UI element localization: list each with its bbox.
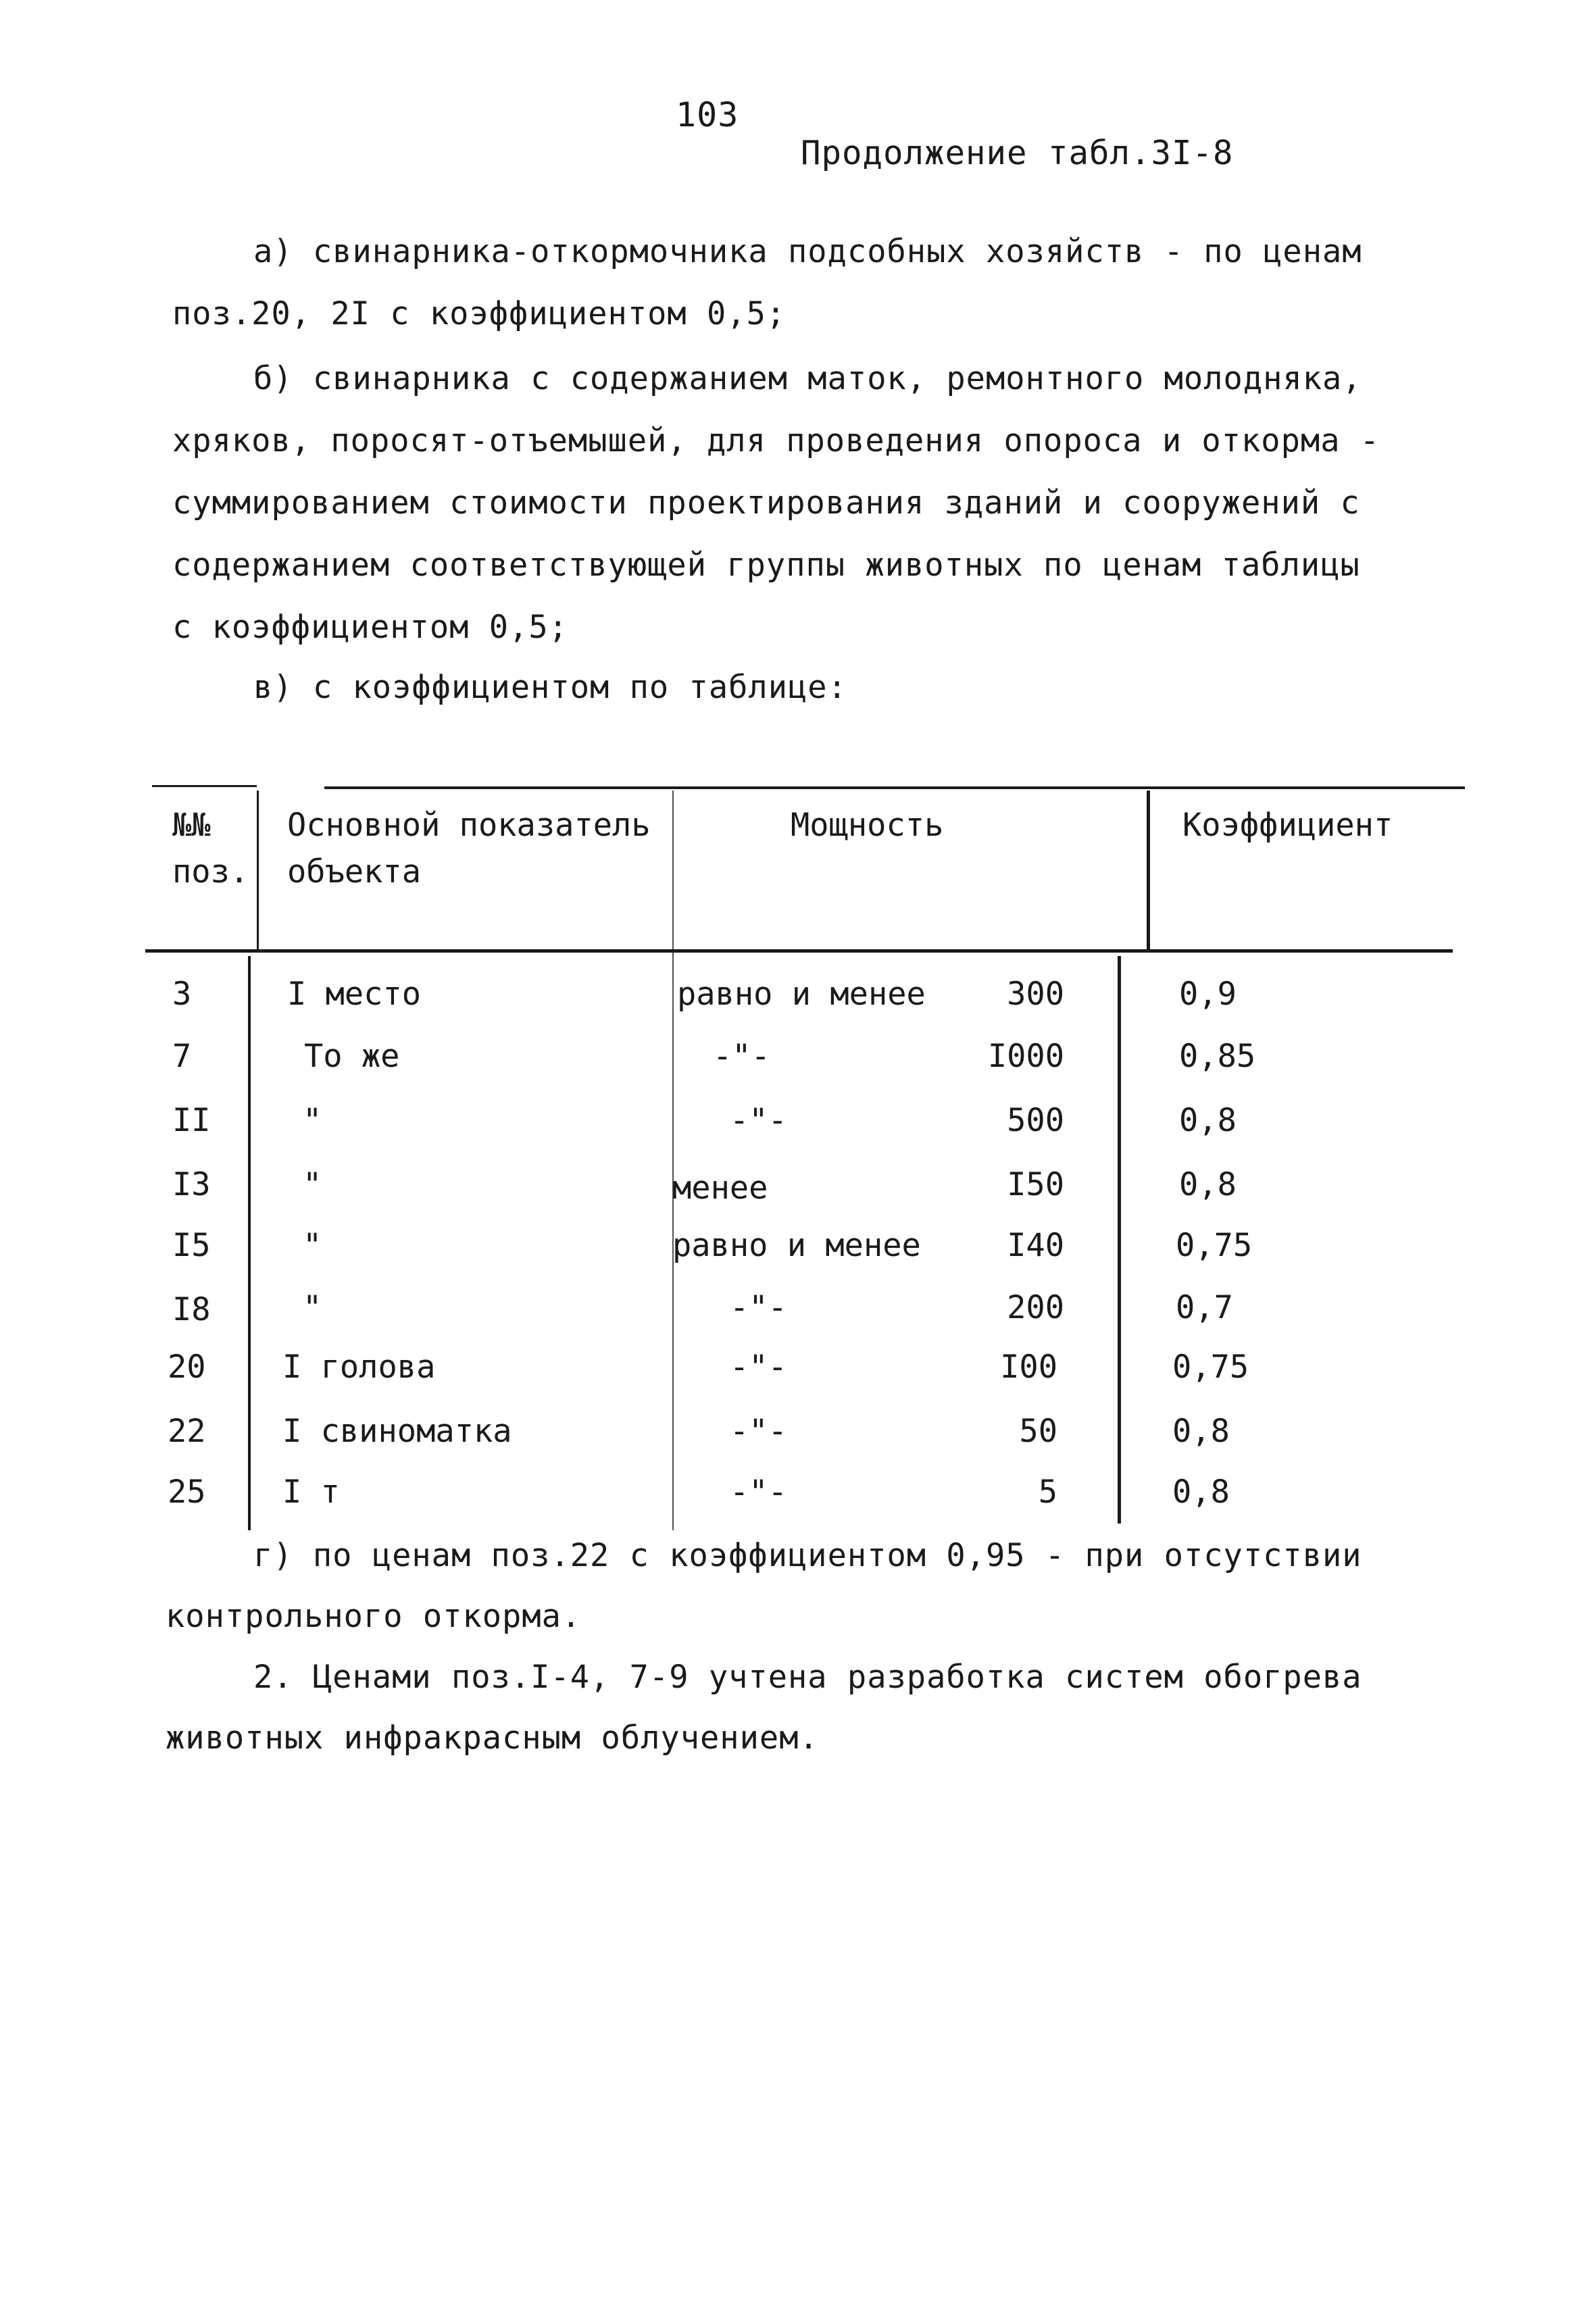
row-6-pos: I8 — [172, 1291, 211, 1328]
row-4-condition: менее — [672, 1169, 768, 1207]
header-indicator-line2: объекта — [287, 853, 422, 891]
row-2-coef: 0,85 — [1179, 1038, 1256, 1075]
row-2-pos: 7 — [172, 1038, 192, 1075]
paragraph-b-line2: хряков, поросят-отъемышей, для проведения опороса и откорма - — [172, 422, 1380, 459]
row-1-indicator: I место — [287, 976, 422, 1013]
row-3-coef: 0,8 — [1179, 1102, 1237, 1139]
paragraph-v-line1: в) с коэффициентом по таблице: — [253, 669, 847, 706]
row-5-pos: I5 — [172, 1227, 211, 1264]
paragraph-b-line4: содержанием соответствующей группы животных по ценам таблицы — [172, 547, 1360, 584]
row-4-coef: 0,8 — [1179, 1166, 1237, 1203]
row-9-coef: 0,8 — [1172, 1474, 1230, 1511]
row-5-condition: равно и менее — [672, 1227, 921, 1264]
row-4-indicator: " — [303, 1166, 322, 1203]
row-8-pos: 22 — [168, 1413, 206, 1450]
header-indicator-line1: Основной показатель — [287, 807, 651, 844]
paragraph-a-line1: а) свинарника-откормочника подсобных хозяйств - по ценам — [253, 233, 1362, 270]
row-8-coef: 0,8 — [1172, 1413, 1230, 1450]
row-6-condition: -"- — [730, 1289, 787, 1326]
row-7-coef: 0,75 — [1172, 1349, 1249, 1386]
row-3-condition: -"- — [730, 1102, 787, 1139]
row-6-indicator: " — [303, 1289, 322, 1326]
paragraph-b-line3: суммированием стоимости проектирования зданий и сооружений с — [172, 484, 1360, 522]
row-1-pos: 3 — [172, 976, 192, 1013]
row-9-condition: -"- — [730, 1474, 787, 1511]
row-9-indicator: I т — [282, 1474, 340, 1511]
header-indicator — [287, 804, 651, 894]
table-col-divider-3 — [1118, 956, 1121, 1524]
row-1-coef: 0,9 — [1179, 976, 1237, 1013]
row-1-condition: равно и менее — [677, 976, 926, 1013]
row-6-coef: 0,7 — [1176, 1289, 1233, 1326]
row-5-coef: 0,75 — [1176, 1227, 1253, 1264]
row-9-value: 5 — [1038, 1474, 1057, 1511]
row-3-pos: II — [172, 1102, 211, 1139]
table-col-divider-3-header — [1147, 790, 1150, 951]
row-7-condition: -"- — [730, 1349, 787, 1386]
header-pos-line1: №№ — [172, 807, 211, 844]
table-col-divider-1-header — [257, 790, 259, 951]
paragraph-g-line2: контрольного откорма. — [166, 1598, 582, 1635]
row-2-condition: -"- — [713, 1038, 770, 1075]
paragraph-2-line1: 2. Ценами поз.I-4, 7-9 учтена разработка систем обогрева — [253, 1659, 1362, 1696]
paragraph-b-line1: б) свинарника с содержанием маток, ремонтного молодняка, — [253, 360, 1362, 397]
table-col-divider-1 — [248, 956, 251, 1530]
row-8-condition: -"- — [730, 1413, 787, 1450]
row-6-value: 200 — [1007, 1289, 1064, 1326]
header-coefficient: Коэффициент — [1182, 807, 1393, 844]
row-7-indicator: I голова — [282, 1349, 436, 1386]
row-4-pos: I3 — [172, 1166, 211, 1203]
row-3-value: 500 — [1007, 1102, 1064, 1139]
row-8-indicator: I свиноматка — [282, 1413, 512, 1450]
row-7-value: I00 — [1000, 1349, 1057, 1386]
paragraph-b-line5: с коэффициентом 0,5; — [172, 609, 568, 646]
header-capacity: Мощность — [791, 807, 944, 844]
paragraph-2-line2: животных инфракрасным облучением. — [166, 1719, 819, 1757]
row-2-indicator: То же — [304, 1038, 400, 1075]
table-continuation-label: Продолжение табл.3I-8 — [801, 134, 1234, 172]
row-5-value: I40 — [1007, 1227, 1064, 1264]
row-5-indicator: " — [303, 1227, 322, 1264]
row-9-pos: 25 — [168, 1474, 206, 1511]
row-4-value: I50 — [1007, 1166, 1064, 1203]
paragraph-g-line1: г) по ценам поз.22 с коэффициентом 0,95 - при отсутствии — [253, 1537, 1362, 1574]
page-number: 103 — [676, 95, 739, 134]
paragraph-a-line2: поз.20, 2I с коэффициентом 0,5; — [172, 295, 787, 332]
header-pos — [172, 804, 249, 894]
table-top-rule-short — [152, 785, 257, 787]
row-3-indicator: " — [303, 1102, 322, 1139]
row-1-value: 300 — [1007, 976, 1064, 1013]
table-top-rule — [324, 786, 1465, 789]
row-7-pos: 20 — [168, 1349, 206, 1386]
row-2-value: I000 — [987, 1038, 1064, 1075]
table-header-rule — [145, 949, 1453, 953]
header-pos-line2: поз. — [172, 853, 249, 891]
table-col-divider-2 — [672, 790, 674, 1530]
row-8-value: 50 — [1019, 1413, 1057, 1450]
